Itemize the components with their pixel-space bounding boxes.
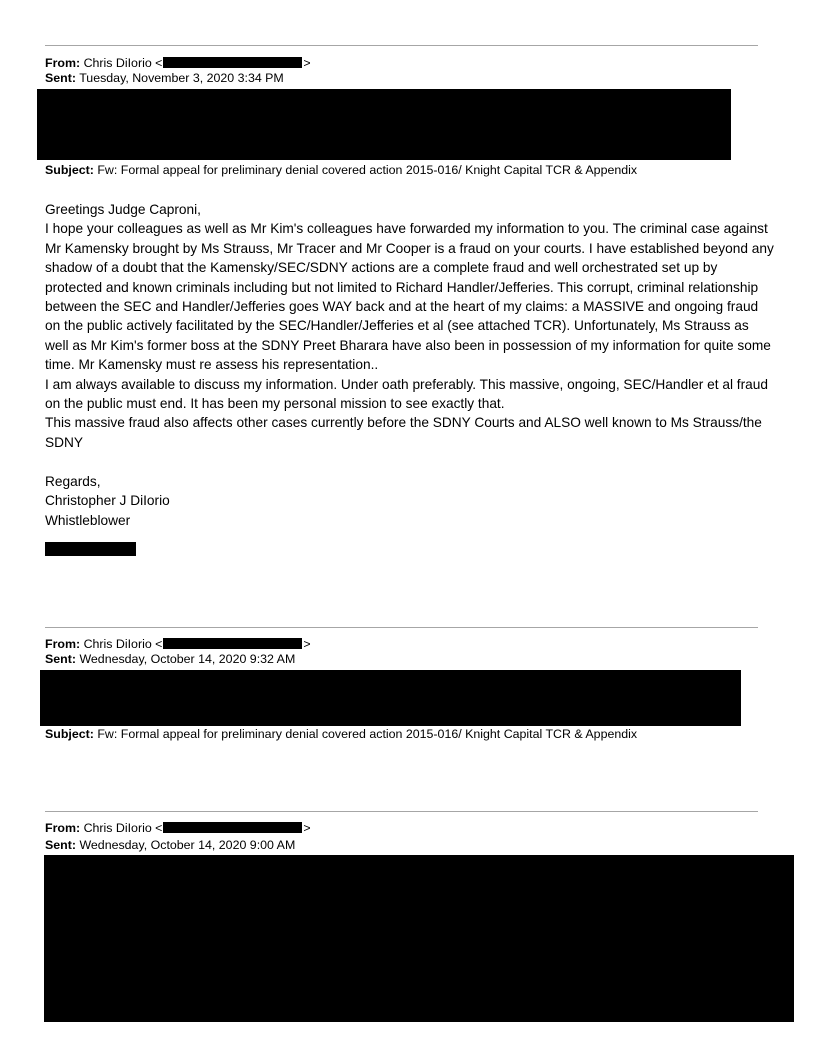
- sent-line: [45, 838, 295, 853]
- from-label: From:: [45, 821, 81, 835]
- body-paragraph: This massive fraud also affects other cases currently before the SDNY Courts and ALSO well known to Ms Strauss/the SDNY: [45, 415, 762, 450]
- blank-line: [45, 452, 775, 471]
- from-line: [45, 821, 311, 836]
- header-divider: [45, 627, 758, 628]
- from-line: [45, 637, 311, 652]
- from-name: Chris DiIorio <: [83, 56, 163, 70]
- signature-name: Christopher J DiIorio: [45, 493, 170, 509]
- subject-label: Subject:: [45, 163, 94, 177]
- redacted-recipients-block: [37, 89, 731, 160]
- redacted-email-address: [163, 57, 302, 68]
- from-close: >: [303, 56, 311, 70]
- subject-value: Fw: Formal appeal for preliminary denial covered action 2015-016/ Knight Capital TCR & Appendix: [97, 163, 638, 177]
- subject-value: Fw: Formal appeal for preliminary denial covered action 2015-016/ Knight Capital TCR & Appendix: [97, 727, 638, 741]
- header-divider: [45, 45, 758, 46]
- body-paragraph: I hope your colleagues as well as Mr Kim's colleagues have forwarded my information to you. The criminal case against Mr Kamensky brought by Ms Strauss, Mr Tracer and Mr Cooper is a fraud on your courts. I have established beyond any shadow of a doubt that the Kamensky/SEC/SDNY actions are a complete fraud and well orchestrated set up by protected and known criminals including but not limited to Richard Handler/Jefferies. This corrupt, criminal relationship between the SEC and Handler/Jefferies goes WAY back and at the heart of my claims: a MASSIVE and ongoing fraud on the public actively facilitated by the SEC/Handler/Jefferies et al (see attached TCR). Unfortunately, Ms Strauss as well as Mr Kim's former boss at the SDNY Preet Bharara have also been in possession of my information for quite some time. Mr Kamensky must re assess his representation..: [45, 221, 774, 373]
- header-divider: [45, 811, 758, 812]
- sent-line: [45, 71, 284, 86]
- redacted-email-address: [163, 638, 302, 649]
- redacted-email-address: [163, 822, 302, 833]
- from-label: From:: [45, 56, 81, 70]
- sent-value: Tuesday, November 3, 2020 3:34 PM: [79, 71, 284, 85]
- sent-label: Sent:: [45, 71, 76, 85]
- message-body: [45, 200, 775, 530]
- signoff: Regards,: [45, 473, 101, 489]
- from-name: Chris DiIorio <: [83, 637, 163, 651]
- body-paragraph: I am always available to discuss my information. Under oath preferably. This massive, ongoing, SEC/Handler et al fraud on the public must end. It has been my personal mission to see exactly that.: [45, 376, 768, 412]
- signature-title: Whistleblower: [45, 512, 131, 528]
- subject-line: [45, 163, 637, 178]
- redacted-signature-contact: [45, 542, 136, 556]
- from-close: >: [303, 821, 311, 835]
- sent-value: Wednesday, October 14, 2020 9:32 AM: [79, 652, 296, 666]
- from-close: >: [303, 637, 311, 651]
- sent-label: Sent:: [45, 838, 76, 852]
- redacted-recipients-block: [40, 670, 741, 726]
- subject-line: [45, 727, 637, 742]
- subject-label: Subject:: [45, 727, 94, 741]
- greeting: Greetings Judge Caproni,: [45, 202, 201, 217]
- sent-label: Sent:: [45, 652, 76, 666]
- from-name: Chris DiIorio <: [83, 821, 163, 835]
- from-label: From:: [45, 637, 81, 651]
- sent-line: [45, 652, 295, 667]
- sent-value: Wednesday, October 14, 2020 9:00 AM: [79, 838, 296, 852]
- redacted-content-block: [44, 855, 794, 1022]
- from-line: [45, 56, 311, 71]
